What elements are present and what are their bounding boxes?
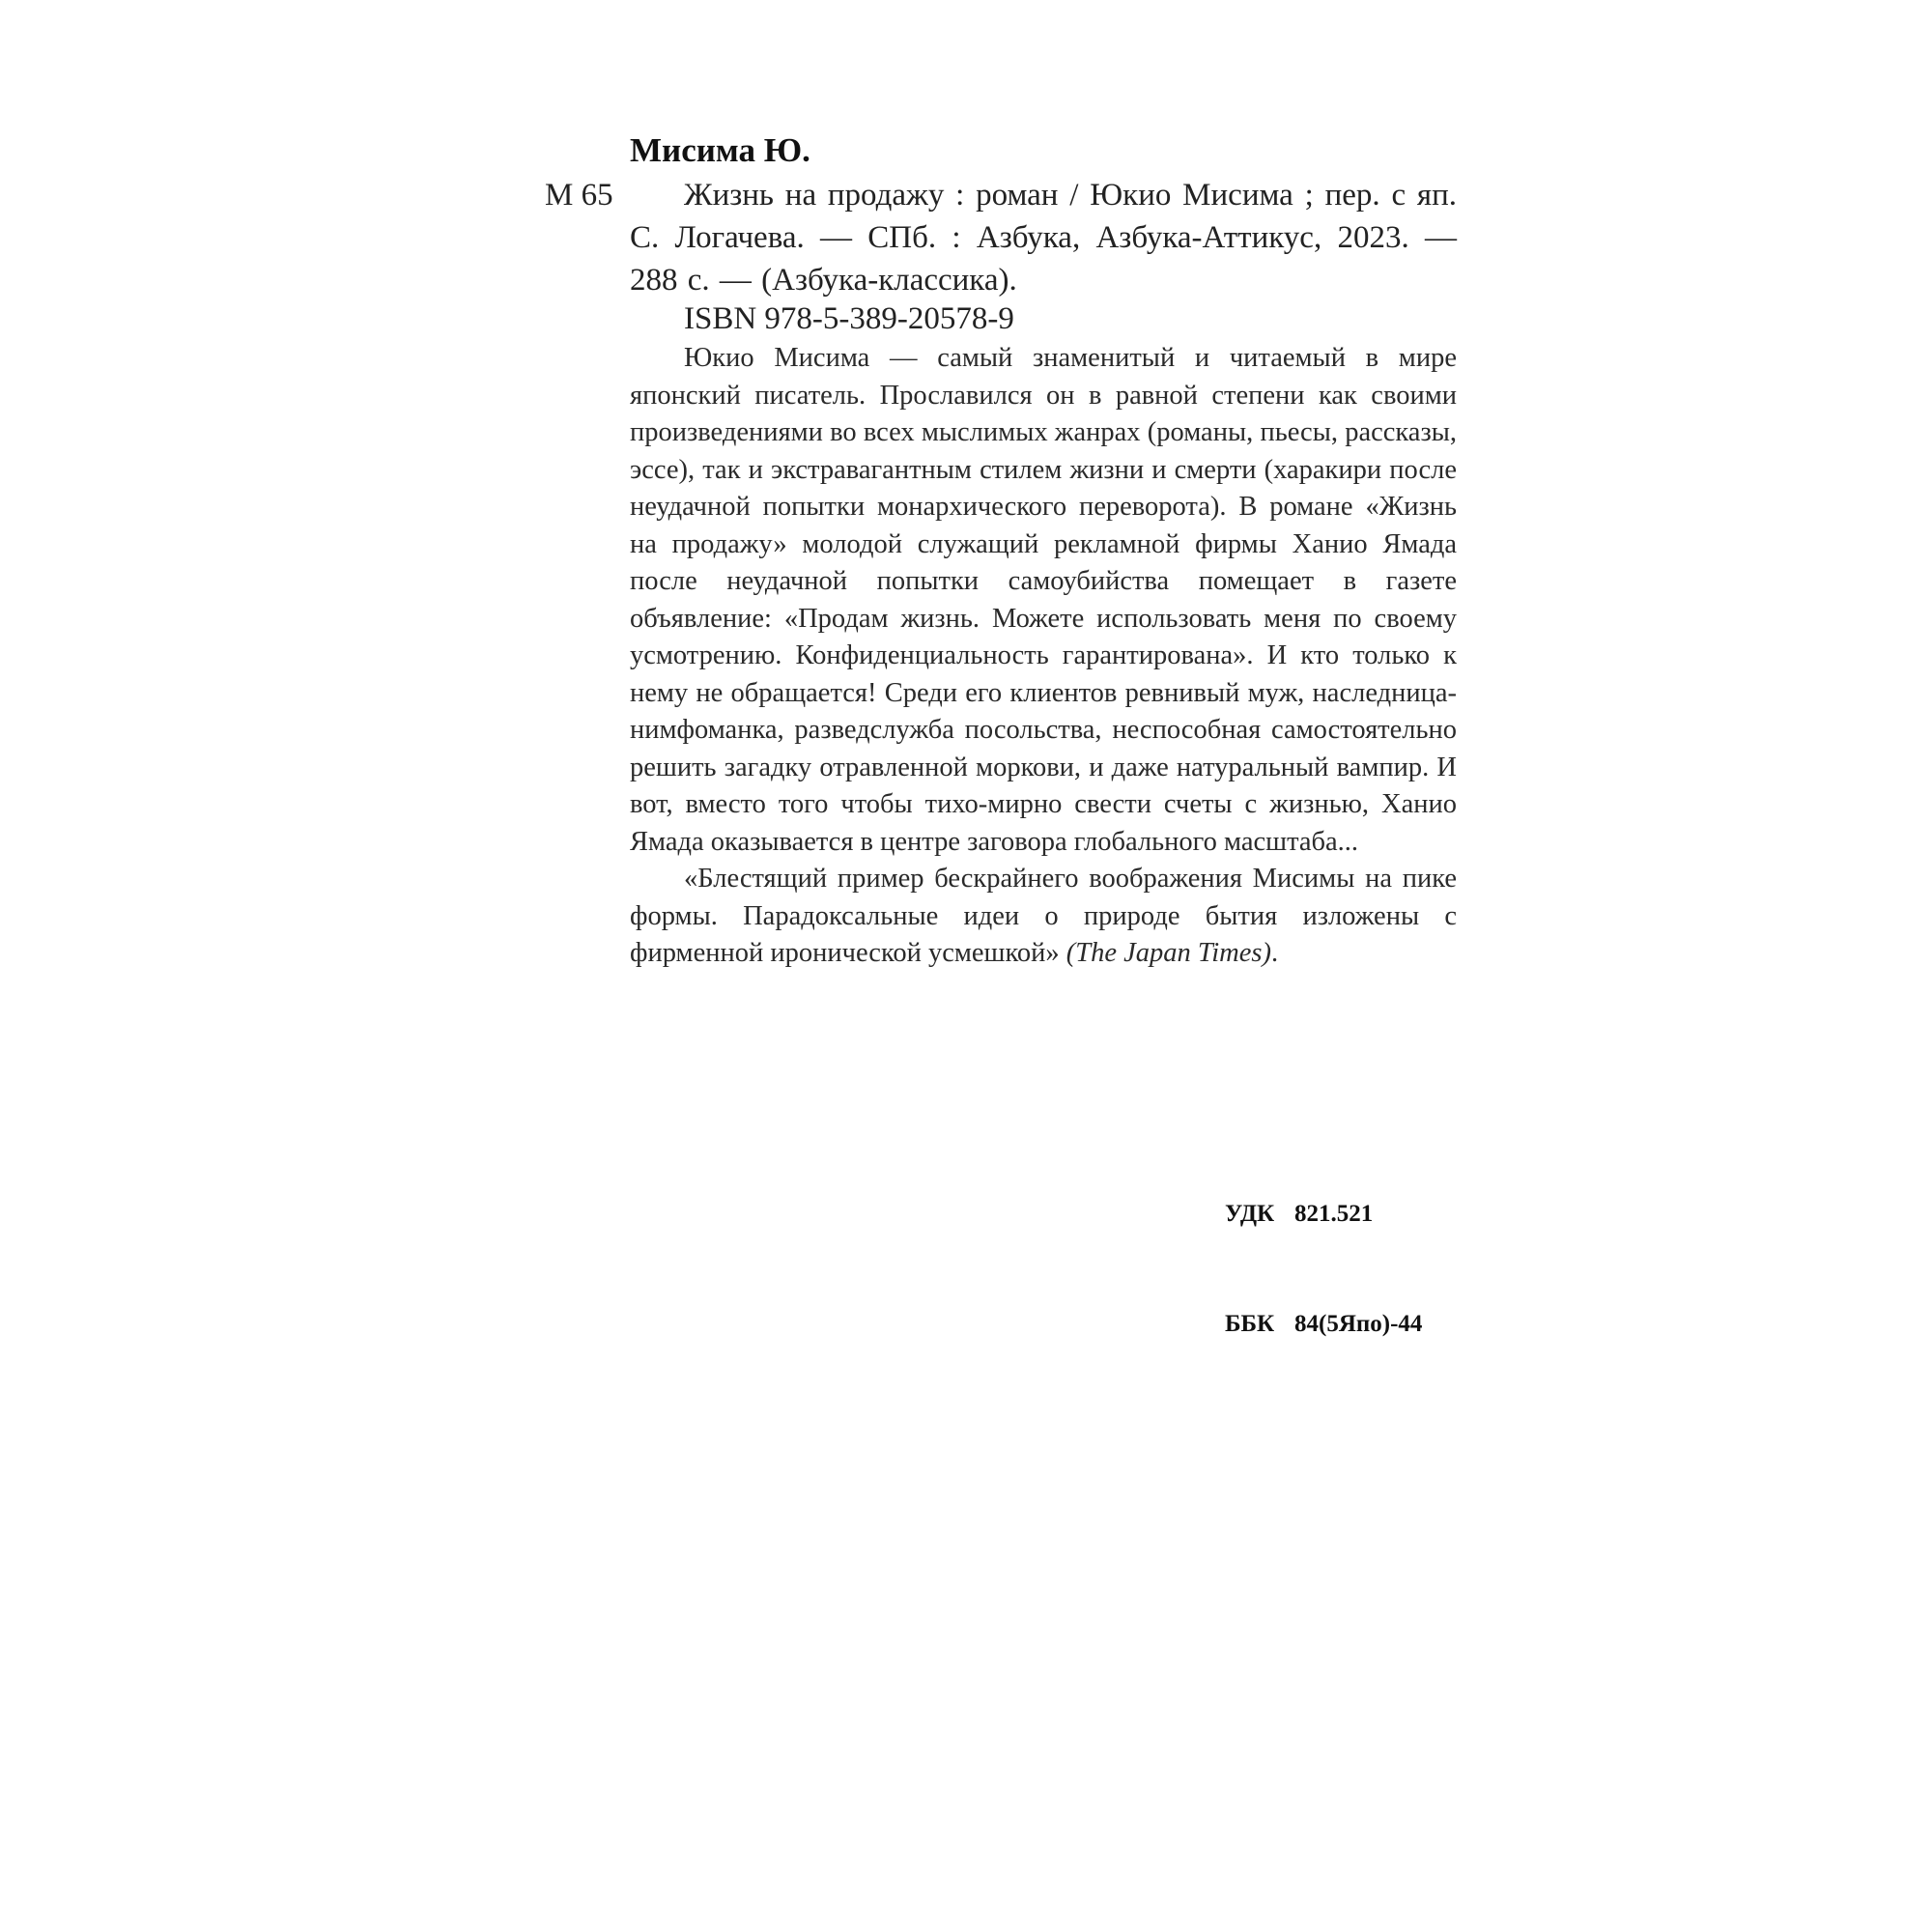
shelf-code: М 65: [545, 178, 613, 213]
bbk-label: ББК: [1225, 1311, 1275, 1337]
bbk-row: [1225, 1306, 1422, 1343]
isbn: ISBN 978-5-389-20578-9: [684, 301, 1014, 336]
annotation-block: [630, 340, 1457, 973]
author-heading: Мисима Ю.: [630, 131, 810, 169]
udk-value: 821.521: [1294, 1201, 1374, 1227]
review-quote: [630, 861, 1457, 973]
classification-codes: [1225, 1122, 1422, 1416]
bbk-value: 84(5Япо)-44: [1294, 1311, 1423, 1337]
review-quote-end: .: [1270, 938, 1279, 968]
bibliographic-entry: Жизнь на продажу : роман / Юкио Мисима ; пер. с яп. С. Логачева. — СПб. : Азбука, Азбука-Аттикус, 2023. — 288 с. — (Азбука-классика).: [630, 178, 1457, 298]
annotation-text: Юкио Мисима — самый знаменитый и читаемый в мире японский писатель. Прославился он в равной степени как своими произведениями во всех мыслимых жанрах (романы, пьесы, рассказы, эссе), так и экстравагантным стилем жизни и смерти (харакири после неудачной попытки монархического переворота). В романе «Жизнь на продажу» молодой служащий рекламной фирмы Ханио Ямада после неудачной попытки самоубийства помещает в газете объявление: «Продам жизнь. Можете использовать меня по своему усмотрению. Конфиденциальность гарантирована». И кто только к нему не обращается! Среди его клиентов ревнивый муж, наследница-нимфоманка, разведслужба посольства, неспособная самостоятельно решить загадку отравленной моркови, и даже натуральный вампир. И вот, вместо того чтобы тихо-мирно свести счеты с жизнью, Ханио Ямада оказывается в центре заговора глобального масштаба...: [630, 343, 1457, 857]
review-quote-source: (The Japan Times): [1065, 938, 1271, 968]
review-quote-text: «Блестящий пример бескрайнего воображения Мисимы на пике формы. Парадоксальные идеи о природе бытия изложены с фирменной иронической усмешкой»: [630, 864, 1457, 968]
udk-row: [1225, 1196, 1422, 1233]
udk-label: УДК: [1225, 1201, 1275, 1227]
